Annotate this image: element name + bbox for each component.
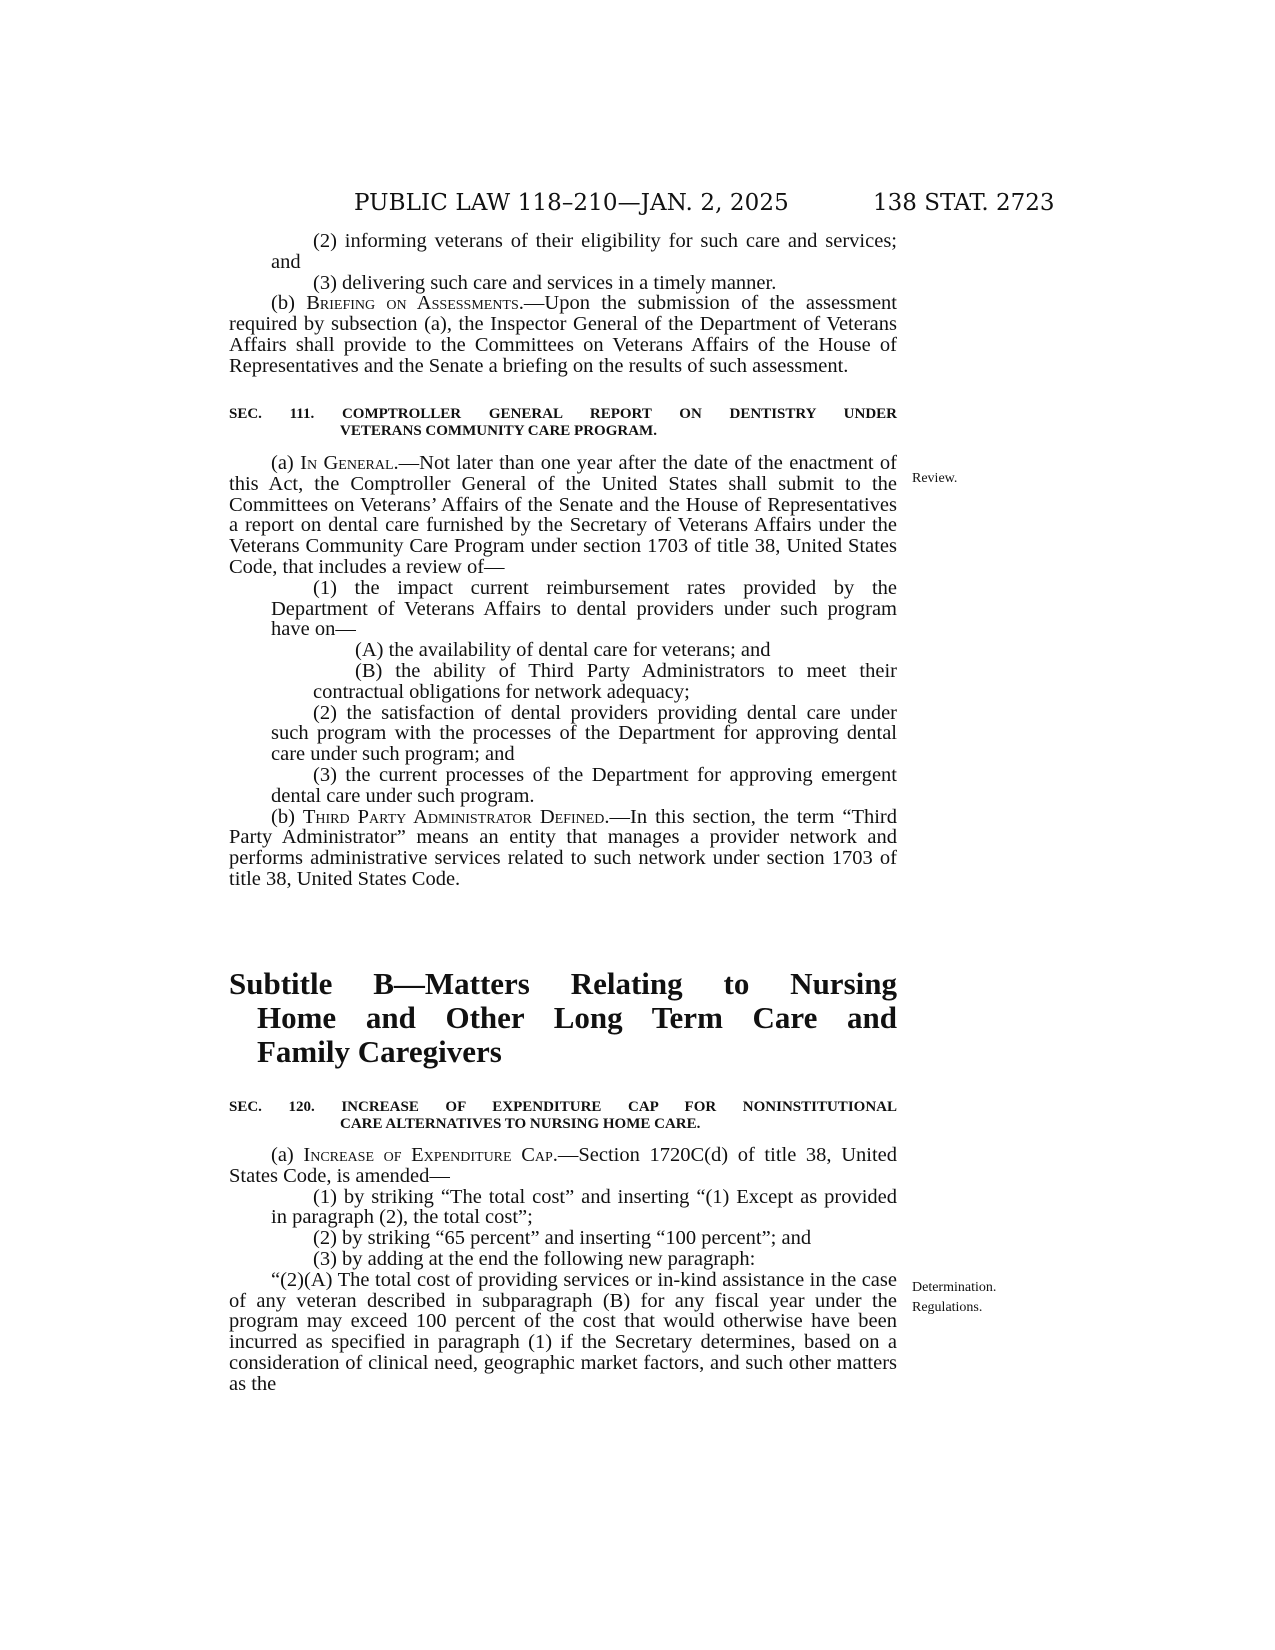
subparagraph-item-b: (B) the ability of Third Party Administrators to meet their contractual obligations for network adequacy; <box>313 659 897 703</box>
paragraph-item-2: (2) informing veterans of their eligibility for such care and services; and <box>271 230 897 273</box>
quoted-paragraph: “(2)(A) The total cost of providing services or in-kind assistance in the case of any veteran described in subparagraph (B) for any fiscal year under the program may exceed 100 percent of the cost that would otherwise have been incurred as specified in paragraph (1) if the Secretary determines, based on a consideration of clinical need, geographic market factors, and such other matters as the <box>229 1268 897 1395</box>
subsection-heading: Briefing on Assessments <box>306 292 519 315</box>
section-120-body <box>229 1145 897 1395</box>
margin-note-regulations: Regulations. <box>912 1300 983 1315</box>
subsection-heading: Increase of Expenditure Cap <box>303 1144 553 1166</box>
subsection-heading: Third Party Administrator Defined <box>302 805 605 828</box>
subparagraph-item-a: (A) the availability of dental care for veterans; and <box>355 639 771 662</box>
subsection-a-increase: (a) Increase of Expenditure Cap.—Section 1720C(d) of title 38, United States Code, is amended— <box>229 1144 897 1187</box>
subtitle-b-heading: Subtitle B—Matters Relating to Nursing Home and Other Long Term Care and Family Caregivers <box>229 966 897 1069</box>
paragraph-item-3: (3) by adding at the end the following new paragraph: <box>313 1247 756 1270</box>
paragraph-item-1: (1) by striking “The total cost” and inserting “(1) Except as provided in paragraph (2), the total cost”; <box>271 1185 897 1229</box>
section-111-body <box>229 453 897 890</box>
margin-note-review: Review. <box>912 471 958 486</box>
section-111-heading: SEC. 111. COMPTROLLER GENERAL REPORT ON DENTISTRY UNDER VETERANS COMMUNITY CARE PROGRAM. <box>229 406 897 439</box>
subsection-text: .—Upon the submission of the assessment required by subsection (a), the Inspector General of the Department of Veterans Affairs shall provide to the Committees on Veterans Affairs of the House of Representatives and the Senate a briefing on the results of such assessment. <box>229 292 898 377</box>
subsection-label: (b) <box>271 292 307 315</box>
paragraph-item-3: (3) delivering such care and services in a timely manner. <box>313 271 777 294</box>
section-111 <box>229 406 897 440</box>
paragraph-item-3: (3) the current processes of the Department for approving emergent dental care under such program. <box>271 763 897 807</box>
continuation-block <box>229 231 897 377</box>
subsection-heading: In General <box>300 452 394 474</box>
section-120 <box>229 1099 897 1133</box>
running-header-title: PUBLIC LAW 118–210—JAN. 2, 2025 <box>354 190 789 216</box>
subsection-b-definition: (b) Third Party Administrator Defined.—In this section, the term “Third Party Administrator” means an entity that manages a provider network and performs administrative services related to such network under section 1703 of title 38, United States Code. <box>229 805 897 890</box>
subsection-b-briefing <box>229 293 897 376</box>
margin-note-determination: Determination. <box>912 1280 997 1295</box>
subsection-a-in-general: (a) In General.—Not later than one year after the date of the enactment of this Act, the Comptroller General of the United States shall submit to the Committees on Veterans’ Affairs of the Senate and the House of Representatives a report on dental care furnished by the Secretary of Veterans Affairs under the Veterans Community Care Program under section 1703 of title 38, United States Code, that includes a review of— <box>229 452 897 578</box>
paragraph-item-2: (2) the satisfaction of dental providers providing dental care under such program with the processes of the Department for approving dental care under such program; and <box>271 701 897 766</box>
paragraph-item-2: (2) by striking “65 percent” and inserting “100 percent”; and <box>313 1227 812 1250</box>
paragraph-item-1: (1) the impact current reimbursement rates provided by the Department of Veterans Affairs to dental providers under such program have on— <box>271 576 897 641</box>
section-120-heading: SEC. 120. INCREASE OF EXPENDITURE CAP FOR NONINSTITUTIONAL CARE ALTERNATIVES TO NURSING HOME CARE. <box>229 1099 897 1132</box>
page-number: 138 STAT. 2723 <box>873 190 1055 216</box>
